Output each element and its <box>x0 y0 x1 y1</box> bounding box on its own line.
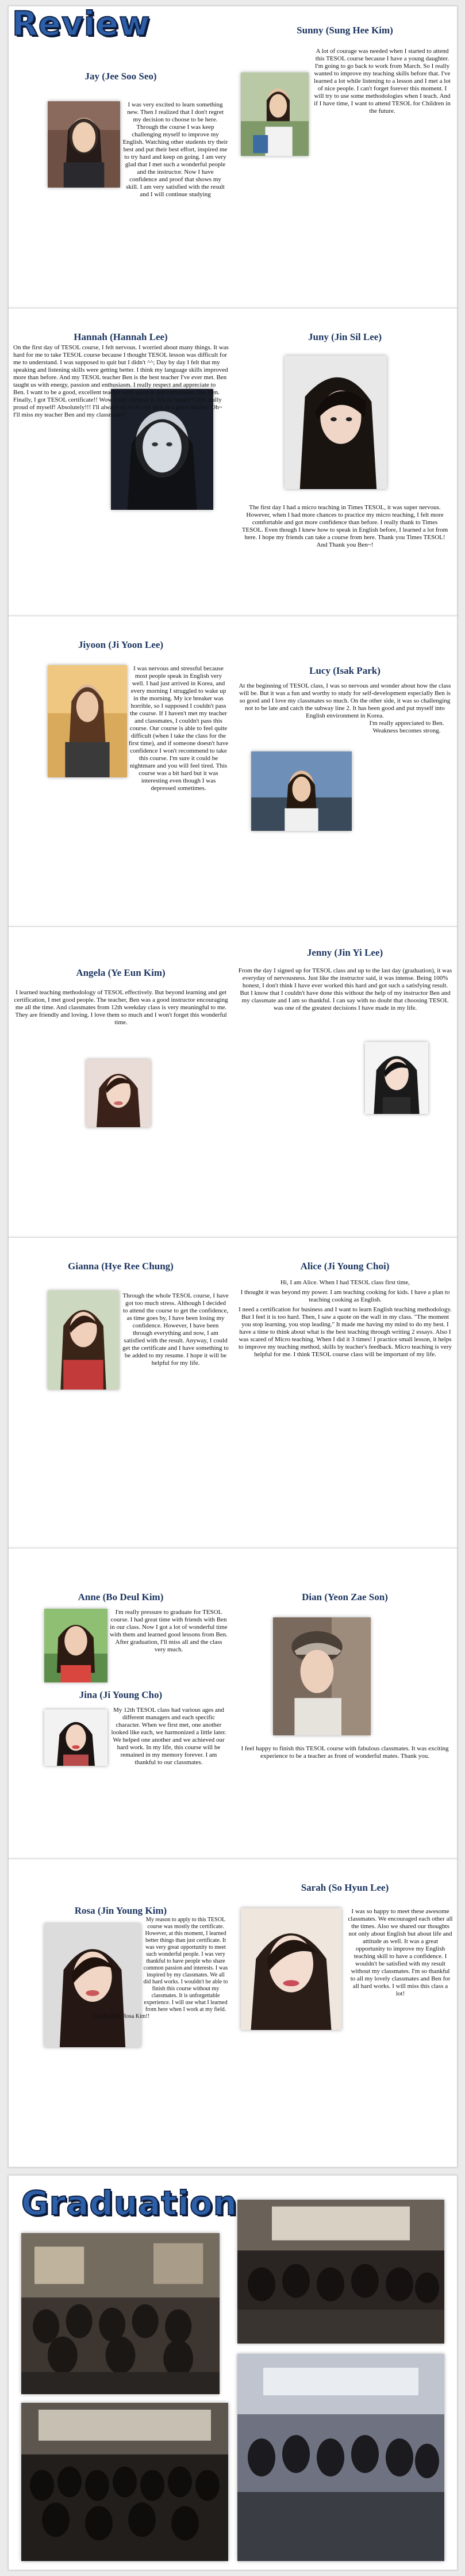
reviewer-photo <box>285 356 387 489</box>
reviewer-photo <box>273 1617 371 1735</box>
graduation-panel <box>8 2175 458 2570</box>
review-panel-2 <box>8 308 458 617</box>
review-paragraph: I'm really pressure to graduate for TESOL course. I had great time with friends with Ben in our class. Now I got a lot of wonderful time with them and learned good lessons from Ben. After graduation, I'll miss all and the class very much. <box>110 1609 228 1653</box>
review-card-angela <box>9 927 233 1238</box>
reviewer-name: Jina (Ji Young Cho) <box>79 1689 163 1700</box>
review-card-lucy <box>233 616 457 927</box>
review-text <box>13 989 229 1047</box>
review-text <box>110 1609 228 1689</box>
review-text <box>237 1908 453 2092</box>
review-text <box>239 1745 451 1780</box>
reviewer-photo <box>86 1059 151 1127</box>
reviewer-name: Hannah (Hannah Lee) <box>74 331 168 342</box>
reviewer-name: Juny (Jin Sil Lee) <box>308 331 382 342</box>
review-card-alice <box>233 1238 457 1548</box>
review-paragraph: Hi, I am Alice. When I had TESOL class first time, <box>280 1279 410 1286</box>
review-text <box>13 101 228 231</box>
review-paragraph: On the first day of TESOL course, I felt nervous. I worried about many things. It was hard for me to take TESOL course because I thought TESOL lesson was difficult for me to understand. I was supposed to quit but I didn't ^^; Day by day I felt that my speaking and listening skills were getting better. I think my language skills improved more than before. And my TESOL teacher Ben is the best teacher I've ever met. Ben taught us with energy, passion and enthusiasm. I really respect and appreciate to Ben. I want to be a good, excellent teacher with passion and enthusiasm like Ben. Finally, I got TESOL certificate!! Wow I can't believe it. I'm so happy!!! I'm really proud of myself! Absolutely!!! I'll always try to do my best as a good teacher. Oh~ I'll miss my teacher Ben and my classmates! <box>13 344 229 418</box>
review-paragraph: Feb.26.2016 Rosa Kim!! <box>92 2013 150 2020</box>
review-card-sarah <box>233 1859 457 2167</box>
reviewer-photo <box>365 1042 428 1114</box>
reviewer-name: Jiyoon (Ji Yoon Lee) <box>78 639 164 650</box>
review-panel-5 <box>8 1237 458 1549</box>
review-text <box>13 1292 229 1448</box>
review-paragraph: I was nervous and stressful because most people speak in English very well. I had just arrived in Korea, and every morning I struggled to wake up in the morning. My ice breaker was horrible, so I supposed I couldn't pass the course. If I haven't met my teacher and classmates, I couldn't pass this course. Our course is able to feel quite difficult (when I take the class for the first time), and if someone doesn't have confidence I won't recommend to take this course. I'm sure it could be nightmare and you will feel tired. This course was a bit hard but it was interesting even though I was depressed sometimes. <box>128 665 229 792</box>
reviewer-name: Jenny (Jin Yi Lee) <box>306 947 383 958</box>
review-paragraph: I'm really appreciated to Ben. Weakness becomes strong. <box>369 720 444 734</box>
review-card-gianna <box>9 1238 233 1548</box>
review-paragraph: I was very excited to learn something new. Then I realized that I don't regret my decision to choose to be here. Through the course I was keep challenging myself to improve my English. Watching other students try their best and put their best effort, inspired me to try hard and keep on going. I am very glad that I met such a wonderful people and the instructor. Now I have confidence and proof that shows my skill. I am very satisfied with the result and I will continue studying <box>122 101 228 198</box>
reviewer-name: Sunny (Sung Hee Kim) <box>297 25 393 36</box>
graduation-banner: Graduation <box>21 2184 238 2223</box>
review-paragraph: From the day I signed up for TESOL class and up to the last day (graduation), it was everyday of nervousness. Just like the instructor said, it was intense. Being 100% honest, I don't think I have ever worked this hard and got such a satisfying result. But I know that I couldn't have done this without the help of my instructor Ben and my classmate and I am so thankful. I can say with no doubt that choosing TESOL was one of the greatest decisions I have made in my life. <box>238 967 452 1012</box>
review-paragraph: My 12th TESOL class had various ages and different managers and each specific character. When we first met, one another looked like each, we harmonized a little later. We helped one another and we achieved our hard work. In my life, this course will be remained in my memory forever. I am thankful to our classmates. <box>111 1707 226 1766</box>
graduation-photo-1 <box>21 2233 220 2394</box>
review-text <box>237 48 452 246</box>
review-paragraph: At the beginning of TESOL class, I was so nervous and wonder about how the class will be. But it was a fun and worthy to study for self-development especially Ben is so good and I love my classmates so much. On the other side, it was so challenging not to be late and catch the subway line 2. It has been good and put myself into English environment in Korea. <box>239 682 451 719</box>
reviewer-photo <box>251 751 352 831</box>
reviewer-photo <box>44 1609 107 1682</box>
reviewer-name: Anne (Bo Deul Kim) <box>78 1592 164 1602</box>
review-card-rosa <box>9 1859 233 2167</box>
review-card-hannah <box>9 308 233 616</box>
review-panel-4 <box>8 926 458 1238</box>
review-paragraph: I need a certification for business and I want to learn English teaching methodology. But I feel it is too hard. Then, I saw a quote on the wall in my class. "The moment you stop learning, you stop leading." It made me having my mind to do my best. I have a time to think about what is the best teaching through writing 2 essays. Also I was scared of Micro teaching. When I did it 3 times! I practice small lesson, it helps to improve my teaching method, skills by teacher's feedback. Micro teaching is very helpful for me. I think TESOL course class will be important of my life. <box>239 1306 452 1358</box>
review-card-anne <box>9 1548 233 1859</box>
review-paragraph: The first day I had a micro teaching in Times TESOL, it was super nervous. However, when I had more chances to practice my micro teaching, I felt more comfortable and got more confidence than before. I really thank to Times TESOL. Even though I knew how to speak in English before, I learned a lot from here. I hope my friends can take a course from here. Thank you Times TESOL! And Thank you Ben~! <box>241 504 448 548</box>
reviewer-name: Gianna (Hye Ree Chung) <box>68 1261 174 1272</box>
review-card-dian <box>233 1548 457 1859</box>
reviewer-name: Rosa (Jin Young Kim) <box>74 1905 167 1916</box>
review-paragraph: I learned teaching methodology of TESOL effectively. But beyond learning and get certification, I met good people. The teacher, Ben was a good instructor encouraging me all the time. And classmates from 12th weekday class is very meaningful to me. They are friendly and loving. I love them so much and I won't forget this wonderful time. <box>14 989 228 1026</box>
review-paragraph: My reason to apply to this TESOL course was mostly the certificate. However, at this moment, I learned better things than just certificate. It was very great opportunity to meet such wonderful people. I was very thankful to have people who share common passion and interests. I was inspired by my classmates. We all did hard works. I wouldn't be able to finish this course without my classmates. It is unforgettable experience. I will use what I learned from here when I work at my field. <box>143 1917 228 2013</box>
reviewer-name: Sarah (So Hyun Lee) <box>301 1882 389 1893</box>
review-paragraph: I feel happy to finish this TESOL course with fabulous classmates. It was exciting experience to be a teacher as front of wonderful mates. Thank you. <box>241 1745 449 1760</box>
review-panel-7 <box>8 1858 458 2167</box>
graduation-photo-3 <box>21 2403 228 2561</box>
graduation-photo-2 <box>237 2200 444 2344</box>
reviewer-name: Alice (Ji Young Choi) <box>300 1261 390 1272</box>
review-panel-1 <box>8 6 458 309</box>
graduation-photo-4 <box>237 2354 444 2561</box>
review-text <box>13 1917 229 2089</box>
reviewer-photo <box>44 1709 107 1766</box>
review-paragraph: A lot of courage was needed when I started to attend this TESOL course because I have a young daughter. I'm going to go back to work from March. So I really wanted to improve my teaching skills before that. I've learned a lot while listening to a lesson and I met a lot of nice people. I can't forget forever this moment. I will try to use some methodologies when I teach. And if I have time, I want to attend TESOL for Children in the future. <box>314 48 451 115</box>
review-card-jiyoon <box>9 616 233 927</box>
reviewer-name: Jay (Jee Soo Seo) <box>84 71 157 82</box>
review-paragraph: I thought it was beyond my power. I am teaching cooking for kids. I have a plan to teaching cooking as English. <box>240 1289 450 1303</box>
review-banner: Review <box>12 4 151 43</box>
reviewer-name: Dian (Yeon Zae Son) <box>302 1592 388 1602</box>
review-paragraph: I was so happy to meet these awesome classmates. We encouraged each other all the times. Also we shared our thoughts not only about English but about life and attitude as well. It was a great opportunity to improve my English teaching skill to have a confidence. I wouldn't be satisfied with my result without my classmates. I'm so thankful to all my lovely classmates and Ben for all hard works. I will miss this class a lot! <box>348 1908 453 1997</box>
review-panel-3 <box>8 616 458 928</box>
review-card-jenny <box>233 927 457 1238</box>
review-text <box>13 344 229 534</box>
review-panel-6 <box>8 1548 458 1860</box>
review-text <box>110 1707 228 1804</box>
review-text <box>241 504 449 550</box>
review-text <box>13 665 229 872</box>
review-card-sunny <box>233 6 457 308</box>
reviewer-name: Angela (Ye Eun Kim) <box>76 967 166 978</box>
reviewer-name: Lucy (Isak Park) <box>309 665 381 676</box>
review-paragraph: Through the whole TESOL course, I have got too much stress. Although I decided to attend the course to get the confidence, as time goes by, I have been losing my confidence. However, I have been through everything and now, I am satisfied with the result. Anyway, I could get the certificate and I have something to be added to my resume. I hope it will be helpful for my life. <box>122 1292 229 1367</box>
review-text <box>237 1279 453 1452</box>
review-card-juny <box>233 308 457 616</box>
review-card-jay <box>9 6 233 308</box>
